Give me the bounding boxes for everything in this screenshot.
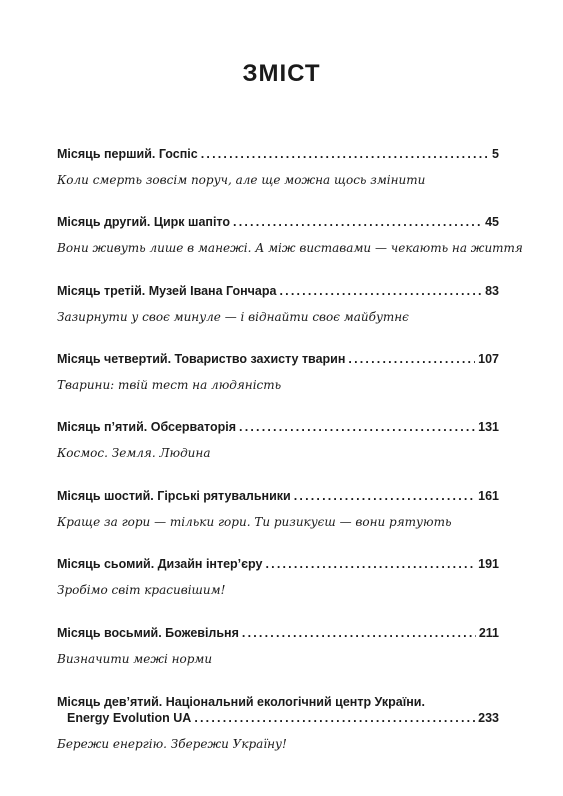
leader-dots [348, 351, 475, 367]
toc-entry [57, 283, 499, 325]
toc-entry-subtitle: Зазирнути у своє минуле — і віднайти своє майбутнє [57, 310, 409, 324]
leader-dots [294, 488, 475, 504]
toc-entry-page: 83 [485, 284, 499, 298]
toc-entry [57, 419, 499, 461]
toc-entry-line[interactable] [57, 146, 499, 162]
toc-entry-subtitle: Зробімо світ красивішим! [57, 583, 226, 597]
page-title: ЗМІСТ [242, 60, 321, 87]
toc-entry-title-continuation: Energy Evolution UA [67, 711, 192, 725]
toc-entry-title: Місяць третій. Музей Івана Гончара [57, 284, 277, 298]
toc-entry [57, 556, 499, 598]
toc-entry-subtitle: Коли смерть зовсім поруч, але ще можна щось змінити [57, 173, 426, 187]
leader-dots [194, 710, 475, 726]
toc-entry-page: 191 [478, 557, 499, 571]
toc-entry-title: Місяць четвертий. Товариство захисту тварин [57, 352, 346, 366]
toc-entry-page: 45 [485, 215, 499, 229]
toc-entry [57, 351, 499, 393]
toc-entry-page: 5 [492, 147, 499, 161]
toc-entry-title: Місяць восьмий. Божевільня [57, 626, 239, 640]
toc-entry-line[interactable] [57, 710, 499, 726]
toc-entry-page: 107 [478, 352, 499, 366]
toc-entry-line[interactable] [57, 694, 499, 710]
toc-entry [57, 146, 499, 188]
leader-dots [242, 625, 476, 641]
leader-dots [265, 556, 475, 572]
toc-entry-line[interactable] [57, 419, 499, 435]
toc-entry-line[interactable] [57, 351, 499, 367]
toc-entry-page: 131 [478, 420, 499, 434]
toc-entry [57, 214, 523, 256]
toc-entry-page: 233 [478, 711, 499, 725]
toc-entry [57, 625, 499, 667]
toc-entry-subtitle: Космос. Земля. Людина [57, 446, 211, 460]
toc-entry-title: Місяць шостий. Гірські рятувальники [57, 489, 291, 503]
toc-entry-line[interactable] [57, 556, 499, 572]
toc-entry-title: Місяць сьомий. Дизайн інтер’єру [57, 557, 263, 571]
leader-dots [239, 419, 475, 435]
toc-entry-title: Місяць перший. Госпіс [57, 147, 198, 161]
toc-entry-page: 211 [478, 626, 499, 640]
toc-entry-title: Місяць другий. Цирк шапіто [57, 215, 231, 229]
toc-entry [57, 488, 499, 530]
toc-entry-line[interactable] [57, 214, 499, 230]
leader-dots [201, 146, 489, 162]
toc-entry-line[interactable] [57, 283, 499, 299]
toc-entry-line[interactable] [57, 488, 499, 504]
toc-entry [57, 694, 499, 752]
toc-entry-subtitle: Тварини: твій тест на людяність [57, 378, 282, 392]
leader-dots [279, 283, 482, 299]
toc-entry-subtitle: Бережи енергію. Збережи Україну! [57, 737, 287, 751]
leader-dots [233, 214, 482, 230]
toc-entry-line[interactable] [57, 625, 499, 641]
toc-entry-title: Місяць дев’ятий. Національний екологічний центр України. [57, 695, 425, 709]
toc-entry-subtitle: Вони живуть лише в манежі. А між виставами — чекають на життя [57, 241, 523, 255]
toc-entry-page: 161 [478, 489, 499, 503]
toc-entry-subtitle: Визначити межі норми [57, 652, 213, 666]
toc-entry-subtitle: Краще за гори — тільки гори. Ти ризикуєш — вони рятують [57, 515, 452, 529]
toc-entry-title: Місяць п’ятий. Обсерваторія [57, 420, 237, 434]
